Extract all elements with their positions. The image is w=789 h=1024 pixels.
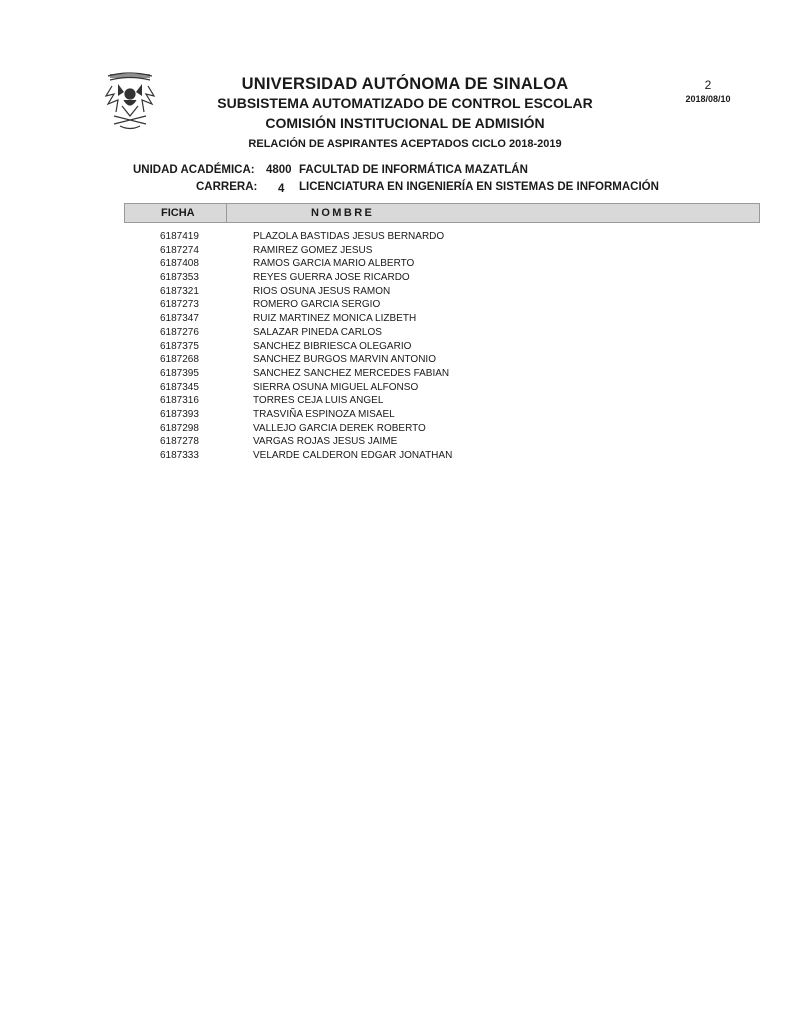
university-seal-icon xyxy=(104,70,156,132)
carrera-label: CARRERA: xyxy=(196,181,258,193)
table-row xyxy=(0,449,789,463)
table-row xyxy=(0,408,789,422)
column-header-nombre: NOMBRE xyxy=(311,207,375,219)
page-number: 2 xyxy=(704,78,712,92)
nombre-cell: SALAZAR PINEDA CARLOS xyxy=(253,326,382,338)
table-row xyxy=(0,381,789,395)
ficha-cell: 6187274 xyxy=(160,244,199,256)
ficha-cell: 6187268 xyxy=(160,354,199,366)
page-info xyxy=(668,78,748,106)
ficha-cell: 6187353 xyxy=(160,272,199,284)
carrera-code: 4 xyxy=(278,183,285,195)
nombre-cell: VARGAS ROJAS JESUS JAIME xyxy=(253,436,398,448)
ficha-cell: 6187408 xyxy=(160,258,199,270)
ficha-cell: 6187273 xyxy=(160,299,199,311)
report-title: RELACIÓN DE ASPIRANTES ACEPTADOS CICLO 2018-2019 xyxy=(248,138,562,150)
ficha-cell: 6187276 xyxy=(160,326,199,338)
subsystem-title: SUBSISTEMA AUTOMATIZADO DE CONTROL ESCOLAR xyxy=(217,95,593,111)
nombre-cell: REYES GUERRA JOSE RICARDO xyxy=(253,272,410,284)
table-header xyxy=(124,203,760,223)
ficha-cell: 6187316 xyxy=(160,395,199,407)
university-title: UNIVERSIDAD AUTÓNOMA DE SINALOA xyxy=(241,75,569,93)
table-row xyxy=(0,340,789,354)
ficha-cell: 6187278 xyxy=(160,436,199,448)
table-row xyxy=(0,298,789,312)
ficha-cell: 6187298 xyxy=(160,422,199,434)
table-row xyxy=(0,312,789,326)
ficha-cell: 6187345 xyxy=(160,381,199,393)
nombre-cell: RAMOS GARCIA MARIO ALBERTO xyxy=(253,258,415,270)
ficha-cell: 6187375 xyxy=(160,340,199,352)
table-row xyxy=(0,353,789,367)
unidad-label: UNIDAD ACADÉMICA: xyxy=(133,164,255,176)
table-row xyxy=(0,422,789,436)
ficha-cell: 6187333 xyxy=(160,450,199,461)
table-row xyxy=(0,367,789,381)
table-row xyxy=(0,435,789,449)
unidad-code: 4800 xyxy=(266,164,292,176)
ficha-cell: 6187395 xyxy=(160,367,199,379)
table-row xyxy=(0,244,789,258)
nombre-cell: VELARDE CALDERON EDGAR JONATHAN xyxy=(253,450,453,461)
ficha-cell: 6187419 xyxy=(160,231,199,242)
nombre-cell: ROMERO GARCIA SERGIO xyxy=(253,299,381,311)
report-date: 2018/08/10 xyxy=(685,94,731,104)
nombre-cell: RAMIREZ GOMEZ JESUS xyxy=(253,244,373,256)
carrera-name: LICENCIATURA EN INGENIERÍA EN SISTEMAS DE INFORMACIÓN xyxy=(299,181,659,193)
nombre-cell: RUIZ MARTINEZ MONICA LIZBETH xyxy=(253,313,417,325)
unidad-name: FACULTAD DE INFORMÁTICA MAZATLÁN xyxy=(299,164,528,176)
column-divider xyxy=(226,204,227,222)
nombre-cell: SIERRA OSUNA MIGUEL ALFONSO xyxy=(253,381,419,393)
applicants-table-body xyxy=(0,230,789,463)
table-row xyxy=(0,271,789,285)
nombre-cell: PLAZOLA BASTIDAS JESUS BERNARDO xyxy=(253,231,445,242)
nombre-cell: RIOS OSUNA JESUS RAMON xyxy=(253,285,391,297)
commission-title: COMISIÓN INSTITUCIONAL DE ADMISIÓN xyxy=(265,115,545,131)
ficha-cell: 6187321 xyxy=(160,285,199,297)
nombre-cell: TORRES CEJA LUIS ANGEL xyxy=(253,395,384,407)
ficha-cell: 6187347 xyxy=(160,313,199,325)
nombre-cell: SANCHEZ SANCHEZ MERCEDES FABIAN xyxy=(253,367,450,379)
nombre-cell: SANCHEZ BURGOS MARVIN ANTONIO xyxy=(253,354,436,366)
table-row xyxy=(0,326,789,340)
table-row xyxy=(0,285,789,299)
nombre-cell: SANCHEZ BIBRIESCA OLEGARIO xyxy=(253,340,412,352)
document-header xyxy=(170,74,640,154)
ficha-cell: 6187393 xyxy=(160,408,199,420)
nombre-cell: VALLEJO GARCIA DEREK ROBERTO xyxy=(253,422,426,434)
column-header-ficha: FICHA xyxy=(161,207,195,219)
table-row xyxy=(0,394,789,408)
table-row xyxy=(0,257,789,271)
nombre-cell: TRASVIÑA ESPINOZA MISAEL xyxy=(253,408,395,420)
table-row xyxy=(0,230,789,244)
